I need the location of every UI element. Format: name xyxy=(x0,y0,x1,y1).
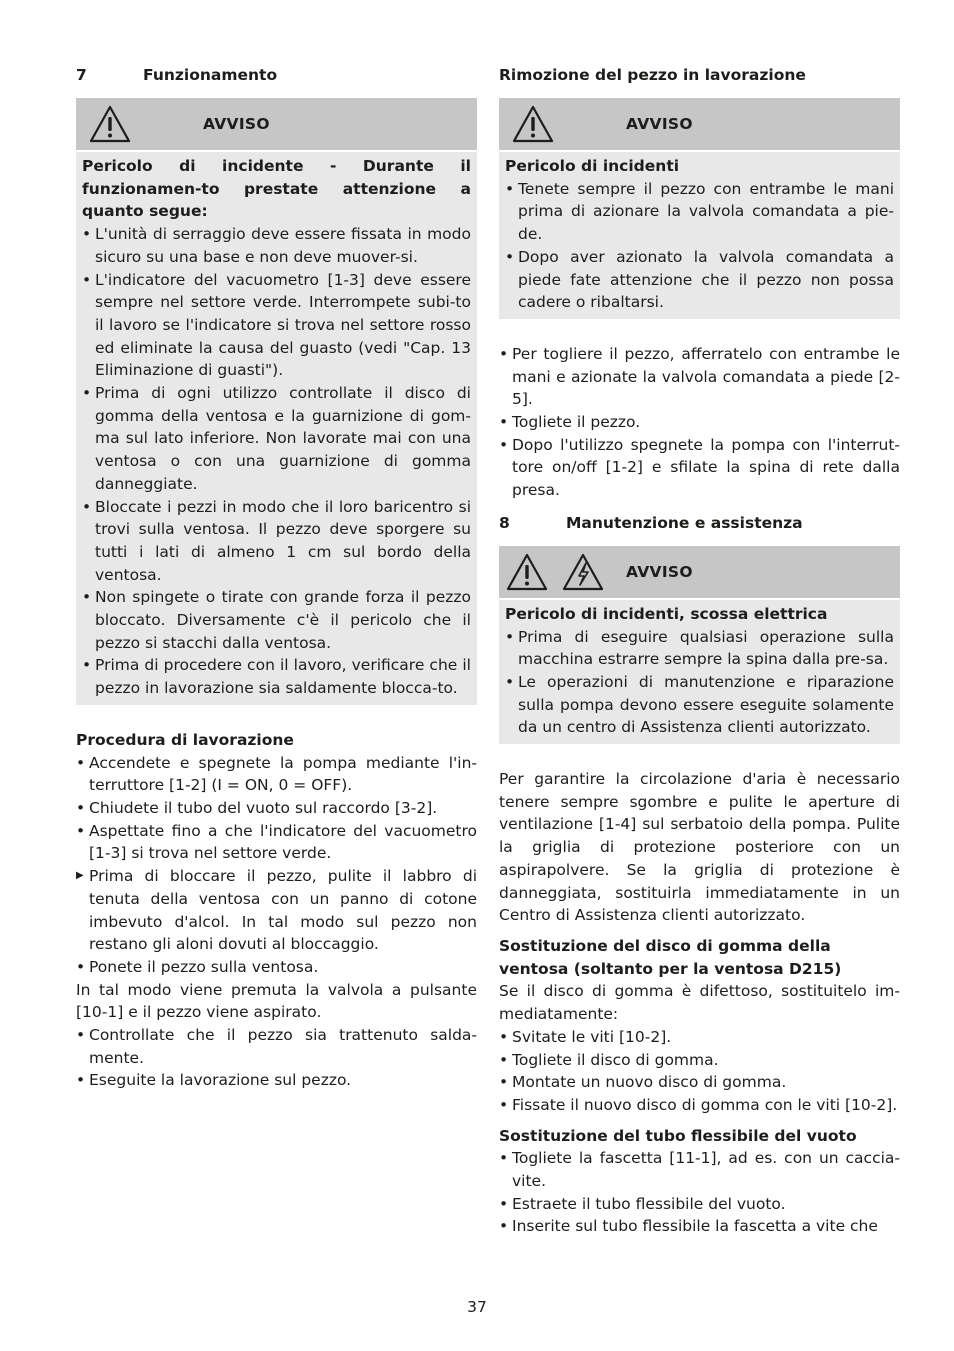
procedure-list-1 xyxy=(76,752,477,979)
list-item: • Svitate le viti [10-2]. xyxy=(499,1026,900,1049)
ventilation-paragraph: Per garantire la circolazione d'aria è necessario tenere sempre sgombre e pulite le aperture di ventilazione [1-4] sul serbatoio della pompa. Pulite la griglia di protezione posteriore con un aspirapolvere. Se la griglia di protezione è danneggiata, sostituirla immediatamente in un Centro di Assistenza clienti autorizzato. xyxy=(499,770,900,925)
section-number: 8 xyxy=(499,513,510,532)
warning-box-removal xyxy=(499,98,900,319)
list-item: • Inserite sul tubo flessibile la fascetta a vite che xyxy=(499,1215,900,1238)
list-item: • Tenete sempre il pezzo con entrambe le mani prima di azionare la valvola comandata a pie-de. xyxy=(505,178,894,246)
warning-body xyxy=(499,600,900,744)
warning-label: AVVISO xyxy=(203,115,270,133)
warning-triangle-icon xyxy=(88,104,132,144)
section-8-title xyxy=(499,510,900,536)
warning-heading: Pericolo di incidenti xyxy=(505,157,680,175)
section-title-text: Manutenzione e assistenza xyxy=(566,513,803,532)
list-item: • Prima di ogni utilizzo controllate il disco di gomma della ventosa e la guarnizione di gom-ma sul lato inferiore. Non lavorate mai con una ventosa o con una guarnizione di gomma danneggiate. xyxy=(82,382,471,496)
warning-triangle-icon xyxy=(505,552,549,592)
warning-box-operation xyxy=(76,98,477,705)
list-item: • Accendete e spegnete la pompa mediante l'in-terruttore [1-2] (I = ON, 0 = OFF). xyxy=(76,752,477,797)
rubber-disc-list xyxy=(499,1026,900,1117)
list-item: • Prima di procedere con il lavoro, verificare che il pezzo in lavorazione sia saldamente blocca-to. xyxy=(82,654,471,699)
section-7-title xyxy=(76,62,477,88)
right-column xyxy=(499,62,900,1238)
warning-label: AVVISO xyxy=(626,562,693,581)
removal-list xyxy=(499,343,900,502)
list-item: • L'indicatore del vacuometro [1-3] deve essere sempre nel settore verde. Interrompete subi-to il lavoro se l'indicatore si trova nel settore rosso ed eliminate la causa del guasto (vedi "Cap. 13 Eliminazione di guasti"). xyxy=(82,269,471,383)
list-item: • Aspettate fino a che l'indicatore del vacuometro [1-3] si trova nel settore verde. xyxy=(76,820,477,865)
left-column xyxy=(76,62,477,1092)
list-item: • Per togliere il pezzo, afferratelo con entrambe le mani e azionate la valvola comandata a piede [2-5]. xyxy=(499,343,900,411)
section-title-text: Funzionamento xyxy=(143,66,278,84)
list-item: • Prima di eseguire qualsiasi operazione sulla macchina estrarre sempre la spina dalla pre-sa. xyxy=(505,626,894,671)
procedure-list-2 xyxy=(76,1024,477,1092)
electric-shock-icon xyxy=(561,552,605,592)
warning-header xyxy=(499,98,900,152)
procedure-title: Procedura di lavorazione xyxy=(76,730,294,749)
list-item: • Dopo aver azionato la valvola comandata a piede fate attenzione che il pezzo non possa cadere o ribaltarsi. xyxy=(505,246,894,314)
list-item: • Togliete il pezzo. xyxy=(499,411,900,434)
list-item: • Togliete la fascetta [11-1], ad es. con un caccia-vite. xyxy=(499,1147,900,1192)
warning-header xyxy=(76,98,477,152)
warning-list xyxy=(505,626,894,740)
removal-title: Rimozione del pezzo in lavorazione xyxy=(499,66,806,84)
list-item: • Non spingete o tirate con grande forza il pezzo bloccato. Diversamente c'è il pericolo che il pezzo si stacchi dalla ventosa. xyxy=(82,586,471,654)
warning-list xyxy=(82,223,471,700)
warning-label: AVVISO xyxy=(626,115,693,133)
list-item: • L'unità di serraggio deve essere fissata in modo sicuro su una base e non deve muover-si. xyxy=(82,223,471,268)
arrow-list-item: ▶ Prima di bloccare il pezzo, pulite il labbro di tenuta della ventosa con un panno di cotone imbevuto d'alcol. In tal modo sul pezzo non restano gli aloni dovuti al bloccaggio. xyxy=(76,865,477,956)
warning-header xyxy=(499,546,900,600)
warning-body xyxy=(76,152,477,705)
warning-triangle-icon xyxy=(511,104,555,144)
warning-list xyxy=(505,178,894,314)
list-item: • Chiudete il tubo del vuoto sul raccordo [3-2]. xyxy=(76,797,477,820)
list-item: • Ponete il pezzo sulla ventosa. xyxy=(76,956,477,979)
list-item: • Eseguite la lavorazione sul pezzo. xyxy=(76,1069,477,1092)
list-item: • Controllate che il pezzo sia trattenuto salda-mente. xyxy=(76,1024,477,1069)
warning-body xyxy=(499,152,900,319)
section-number: 7 xyxy=(76,66,87,84)
hose-list xyxy=(499,1147,900,1238)
rubber-disc-intro: Se il disco di gomma è difettoso, sostituitelo im-mediatamente: xyxy=(499,982,900,1024)
list-item: • Togliete il disco di gomma. xyxy=(499,1049,900,1072)
warning-box-maintenance xyxy=(499,546,900,744)
warning-heading: Pericolo di incidente - Durante il funzionamen-to prestate attenzione a quanto segue: xyxy=(82,157,471,221)
list-item: • Montate un nuovo disco di gomma. xyxy=(499,1071,900,1094)
list-item: • Bloccate i pezzi in modo che il loro baricentro si trovi sulla ventosa. Il pezzo deve sporgere su tutti i lati di almeno 1 cm sul bordo della ventosa. xyxy=(82,496,471,587)
warning-heading: Pericolo di incidenti, scossa elettrica xyxy=(505,604,828,623)
hose-title: Sostituzione del tubo flessibile del vuoto xyxy=(499,1126,857,1145)
list-item: • Dopo l'utilizzo spegnete la pompa con l'interrut-tore on/off [1-2] e sfilate la spina di rete dalla presa. xyxy=(499,434,900,502)
procedure-paragraph: In tal modo viene premuta la valvola a pulsante [10-1] e il pezzo viene aspirato. xyxy=(76,980,477,1022)
rubber-disc-title: Sostituzione del disco di gomma della ventosa (soltanto per la ventosa D215) xyxy=(499,936,842,978)
list-item: • Le operazioni di manutenzione e riparazione sulla pompa devono essere eseguite solamente da un centro di Assistenza clienti autorizzato. xyxy=(505,671,894,739)
list-item: • Fissate il nuovo disco di gomma con le viti [10-2]. xyxy=(499,1094,900,1117)
list-item: • Estraete il tubo flessibile del vuoto. xyxy=(499,1193,900,1216)
page-number: 37 xyxy=(467,1298,487,1316)
